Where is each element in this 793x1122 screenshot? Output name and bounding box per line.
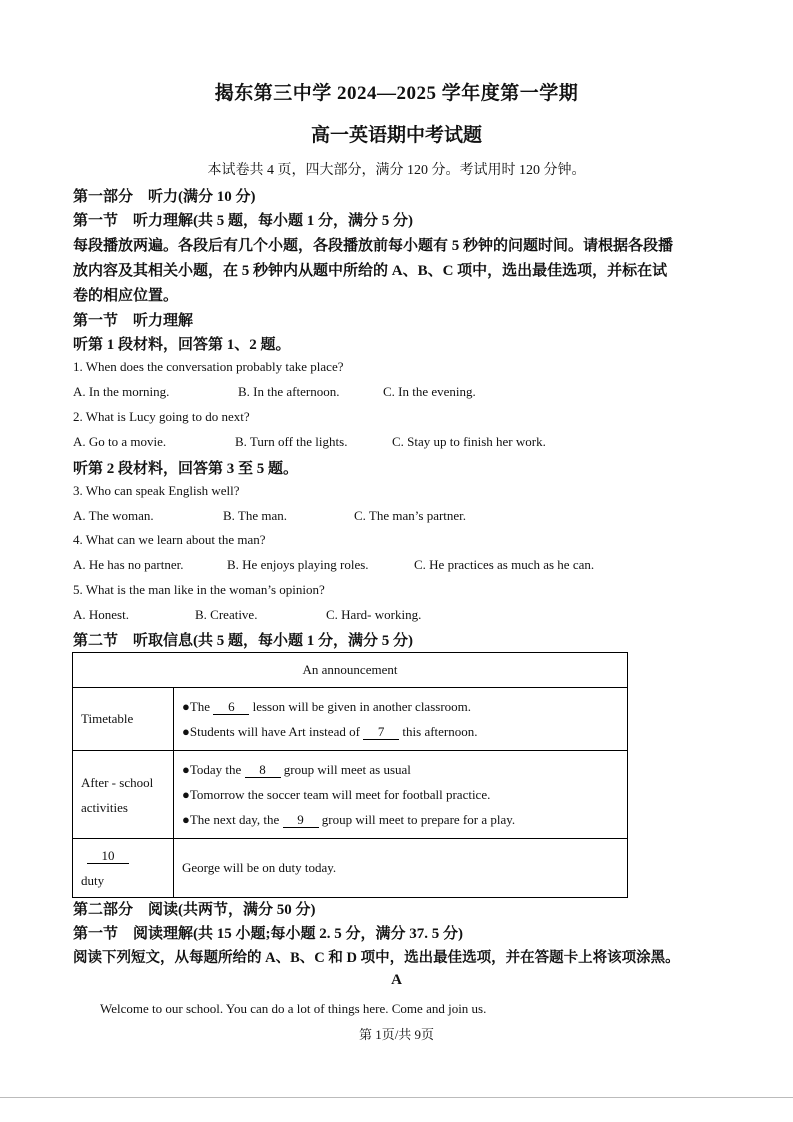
- part2-section1-heading: 第一节 阅读理解(共 15 小题;每小题 2. 5 分，满分 37. 5 分): [73, 926, 463, 942]
- passage1-instruction: 听第 1 段材料，回答第 1、2 题。: [73, 337, 291, 353]
- blank-10[interactable]: 10: [87, 848, 129, 864]
- q1-option-c[interactable]: C. In the evening.: [383, 384, 476, 399]
- part1-section2-heading: 第二节 听取信息(共 5 题，每小题 1 分，满分 5 分): [73, 633, 413, 649]
- exam-title: 揭东第三中学 2024—2025 学年度第一学期: [214, 83, 579, 104]
- blank-7[interactable]: 7: [363, 724, 399, 740]
- instructions-line-3: 卷的相应位置。: [73, 288, 179, 304]
- duty-label: duty: [81, 873, 105, 888]
- q4-option-b[interactable]: B. He enjoys playing roles.: [227, 557, 369, 572]
- q1-option-a[interactable]: A. In the morning.: [73, 384, 170, 399]
- passage2-instruction: 听第 2 段材料，回答第 3 至 5 题。: [73, 461, 299, 477]
- activities-label: After - school activities: [73, 751, 174, 839]
- activities-line-3: ●The next day, the 9 group will meet to prepare for a play.: [182, 812, 516, 827]
- passage-a-label: A: [391, 972, 402, 988]
- blank-6[interactable]: 6: [213, 699, 249, 715]
- page-bottom-divider: [0, 1097, 793, 1098]
- timetable-line-2: ●Students will have Art instead of 7 this afternoon.: [182, 724, 478, 739]
- part2-heading: 第二部分 阅读(共两节，满分 50 分): [73, 902, 316, 918]
- q4-option-c[interactable]: C. He practices as much as he can.: [414, 557, 595, 572]
- q5-option-b[interactable]: B. Creative.: [195, 607, 258, 622]
- q4-option-a[interactable]: A. He has no partner.: [73, 557, 184, 572]
- timetable-line-1: ●The 6 lesson will be given in another classroom.: [182, 699, 472, 714]
- q5-option-a[interactable]: A. Honest.: [73, 607, 129, 622]
- q3-option-c[interactable]: C. The man’s partner.: [354, 508, 467, 523]
- question-5: 5. What is the man like in the woman’s opinion?: [73, 582, 325, 597]
- part1-heading: 第一部分 听力(满分 10 分): [73, 189, 256, 205]
- question-3: 3. Who can speak English well?: [73, 483, 240, 498]
- timetable-cell: [174, 688, 628, 751]
- part1-section1-heading: 第一节 听力理解(共 5 题，每小题 1 分，满分 5 分): [73, 213, 413, 229]
- duty-text: George will be on duty today.: [174, 839, 628, 898]
- announcement-title: An announcement: [73, 653, 628, 688]
- passage-a-first-line: Welcome to our school. You can do a lot of things here. Come and join us.: [100, 1001, 487, 1016]
- activities-line-1: ●Today the 8 group will meet as usual: [182, 762, 411, 777]
- activities-line-2: ●Tomorrow the soccer team will meet for football practice.: [182, 787, 491, 802]
- duty-label-cell: [73, 839, 174, 898]
- question-2: 2. What is Lucy going to do next?: [73, 409, 250, 424]
- q3-option-a[interactable]: A. The woman.: [73, 508, 154, 523]
- page-number: 第 1页/共 9页: [358, 1027, 435, 1042]
- question-4: 4. What can we learn about the man?: [73, 532, 266, 547]
- q2-option-b[interactable]: B. Turn off the lights.: [235, 434, 348, 449]
- exam-intro: 本试卷共 4 页，四大部分，满分 120 分。考试用时 120 分钟。: [207, 163, 586, 178]
- instructions-line-2: 放内容及其相关小题，在 5 秒钟内从题中所给的 A、B、C 项中，选出最佳选项，并标在试: [73, 263, 668, 279]
- q3-option-b[interactable]: B. The man.: [223, 508, 288, 523]
- activities-cell: [174, 751, 628, 839]
- question-1: 1. When does the conversation probably take place?: [73, 359, 344, 374]
- q1-option-b[interactable]: B. In the afternoon.: [238, 384, 340, 399]
- instructions-line-1: 每段播放两遍。各段后有几个小题，各段播放前每小题有 5 秒钟的问题时间。请根据各段播: [73, 238, 674, 254]
- q5-option-c[interactable]: C. Hard- working.: [326, 607, 422, 622]
- q2-option-a[interactable]: A. Go to a movie.: [73, 434, 167, 449]
- part2-instructions: 阅读下列短文，从每题所给的 A、B、C 和 D 项中，选出最佳选项，并在答题卡上将该项涂黑。: [73, 950, 680, 966]
- q2-option-c[interactable]: C. Stay up to finish her work.: [392, 434, 546, 449]
- blank-8[interactable]: 8: [245, 762, 281, 778]
- announcement-table: [72, 652, 628, 898]
- exam-subtitle: 高一英语期中考试题: [310, 125, 482, 146]
- part1-section-label: 第一节 听力理解: [73, 313, 194, 329]
- timetable-label: Timetable: [73, 688, 174, 751]
- blank-9[interactable]: 9: [283, 812, 319, 828]
